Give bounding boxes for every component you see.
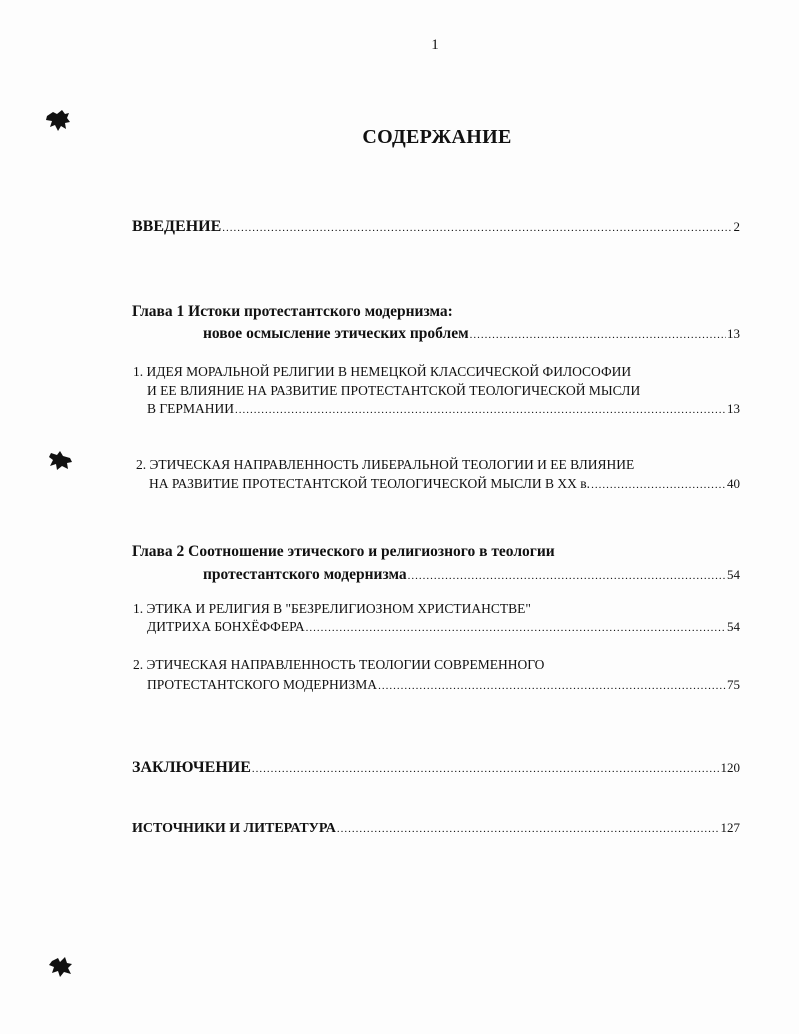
section-1-2-line: [136, 457, 634, 473]
section-title-line: 1. ЭТИКА И РЕЛИГИЯ В "БЕЗРЕЛИГИОЗНОМ ХРИСТИАНСТВЕ": [133, 601, 531, 616]
toc-page-number: 54: [727, 567, 740, 582]
toc-entry-section-1-2[interactable]: [149, 476, 740, 492]
toc-entry-section-2-1[interactable]: [147, 619, 740, 635]
dot-leader: [235, 404, 726, 416]
toc-entry-label: ВВЕДЕНИЕ: [132, 218, 222, 235]
toc-page-number: 2: [733, 219, 740, 234]
chapter-heading-line: протестантского модернизма: [203, 566, 407, 583]
page-number: 1: [431, 37, 439, 53]
toc-entry-conclusion[interactable]: [132, 759, 740, 777]
section-2-1-line: [133, 601, 531, 617]
chapter-heading-line: Глава 1 Истоки протестантского модернизма:: [132, 303, 453, 320]
section-1-1-line: [133, 364, 631, 380]
section-title-line: И ЕЕ ВЛИЯНИЕ НА РАЗВИТИЕ ПРОТЕСТАНТСКОЙ ТЕОЛОГИЧЕСКОЙ МЫСЛИ: [147, 383, 641, 398]
dot-leader: [252, 763, 720, 775]
section-title-line: НА РАЗВИТИЕ ПРОТЕСТАНТСКОЙ ТЕОЛОГИЧЕСКОЙ МЫСЛИ В XX в.: [149, 476, 591, 491]
dot-leader: [222, 222, 732, 234]
dot-leader: [378, 680, 726, 692]
toc-entry-label: ЗАКЛЮЧЕНИЕ: [132, 759, 251, 776]
dot-leader: [591, 479, 726, 491]
chapter-heading-line: Глава 2 Соотношение этического и религиозного в теологии: [132, 543, 555, 560]
dot-leader: [337, 823, 720, 835]
toc-page-number: 13: [727, 326, 740, 341]
toc-entry-chapter-2[interactable]: [203, 566, 740, 584]
toc-page-number: 13: [727, 401, 740, 416]
scan-blot-artifact: [44, 108, 72, 134]
section-1-1-line: [147, 383, 640, 399]
toc-entry-introduction[interactable]: [132, 218, 740, 236]
section-title-line: 2. ЭТИЧЕСКАЯ НАПРАВЛЕННОСТЬ ТЕОЛОГИИ СОВРЕМЕННОГО: [133, 657, 545, 672]
toc-entry-label: ИСТОЧНИКИ И ЛИТЕРАТУРА: [132, 821, 336, 836]
chapter-2-heading: [132, 543, 555, 561]
toc-entry-sources[interactable]: [132, 820, 740, 837]
dot-leader: [408, 570, 726, 582]
chapter-1-heading: [132, 303, 453, 321]
scan-blot-artifact: [48, 449, 74, 473]
dot-leader: [470, 329, 726, 341]
toc-page-number: 120: [720, 760, 740, 775]
section-title-line: 1. ИДЕЯ МОРАЛЬНОЙ РЕЛИГИИ В НЕМЕЦКОЙ КЛАССИЧЕСКОЙ ФИЛОСОФИИ: [133, 364, 632, 379]
toc-page-number: 54: [727, 619, 740, 634]
toc-page-number: 75: [727, 677, 740, 692]
page-title: СОДЕРЖАНИЕ: [362, 126, 512, 148]
chapter-heading-line: новое осмысление этических проблем: [203, 325, 469, 342]
section-title-line: ДИТРИХА БОНХЁФФЕРА: [147, 619, 305, 634]
toc-page-number: 40: [727, 476, 740, 491]
section-2-2-line: [133, 657, 544, 673]
dot-leader: [306, 622, 726, 634]
toc-entry-section-1-1[interactable]: [147, 401, 740, 417]
toc-page-number: 127: [720, 820, 740, 835]
section-title-line: В ГЕРМАНИИ: [147, 401, 234, 416]
toc-entry-chapter-1[interactable]: [203, 325, 740, 343]
section-title-line: ПРОТЕСТАНТСКОГО МОДЕРНИЗМА: [147, 677, 378, 692]
toc-entry-section-2-2[interactable]: [147, 677, 740, 693]
section-title-line: 2. ЭТИЧЕСКАЯ НАПРАВЛЕННОСТЬ ЛИБЕРАЛЬНОЙ ТЕОЛОГИИ И ЕЕ ВЛИЯНИЕ: [136, 457, 635, 472]
scan-blot-artifact: [48, 955, 74, 979]
